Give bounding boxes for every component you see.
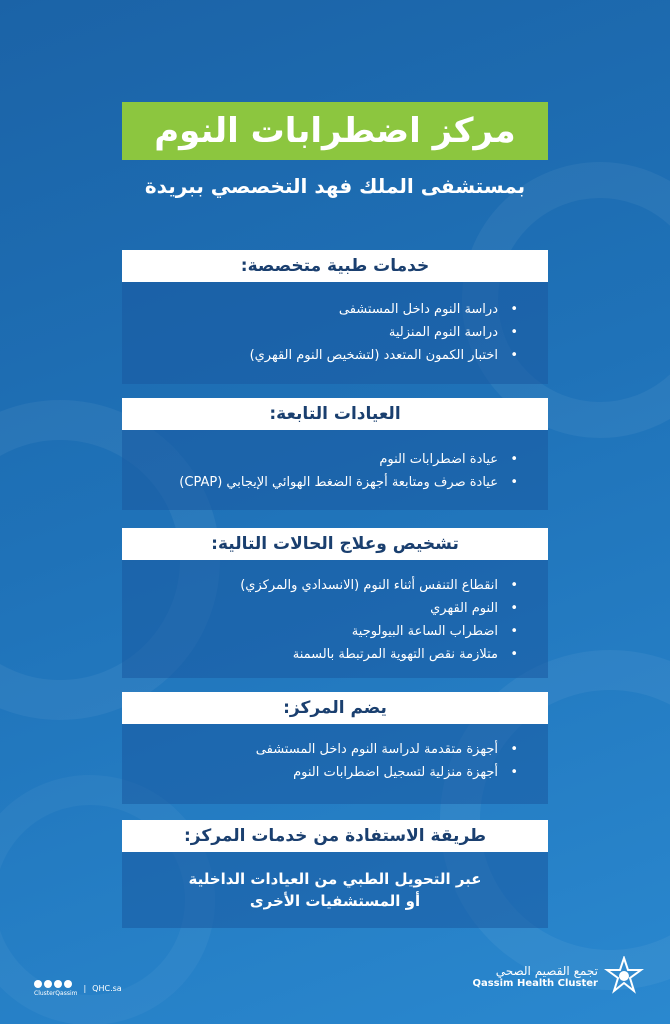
list-item: • متلازمة نقص التهوية المرتبطة بالسمنة — [152, 643, 518, 666]
benefit-text: عبر التحويل الطبي من العيادات الداخلية أو المستشفيات الأخرى — [122, 852, 548, 928]
section-body-clinics — [122, 430, 548, 510]
section-heading-benefit: طريقة الاستفادة من خدمات المركز: — [122, 820, 548, 852]
section-body-equipment — [122, 724, 548, 804]
brand-name-english: Qassim Health Cluster — [472, 977, 598, 989]
list-item: • عيادة اضطرابات النوم — [152, 448, 518, 471]
section-body-services — [122, 282, 548, 384]
section-heading-services: خدمات طبية متخصصة: — [122, 250, 548, 282]
list-item: • النوم القهري — [152, 597, 518, 620]
youtube-icon — [64, 980, 72, 988]
list-item: • انقطاع التنفس أثناء النوم (الانسدادي والمركزي) — [152, 574, 518, 597]
list-item: • أجهزة منزلية لتسجيل اضطرابات النوم — [152, 761, 518, 784]
list-item: • عيادة صرف ومتابعة أجهزة الضغط الهوائي الإيجابي (CPAP) — [152, 471, 518, 494]
instagram-icon — [54, 980, 62, 988]
snapchat-icon — [44, 980, 52, 988]
section-heading-conditions: تشخيص وعلاج الحالات التالية: — [122, 528, 548, 560]
website-link[interactable]: QHC.sa — [92, 984, 122, 993]
social-handle[interactable]: ClusterQassim — [34, 990, 78, 997]
list-item: • اضطراب الساعة البيولوجية — [152, 620, 518, 643]
footer-contact — [34, 980, 122, 997]
brand-name-arabic: تجمع القصيم الصحي — [495, 963, 598, 978]
twitter-icon — [34, 980, 42, 988]
footer-brand — [472, 956, 644, 996]
list-item: • دراسة النوم داخل المستشفى — [152, 298, 518, 321]
section-heading-equipment: يضم المركز: — [122, 692, 548, 724]
page-subtitle: بمستشفى الملك فهد التخصصي ببريدة — [144, 174, 526, 198]
section-heading-clinics: العيادات التابعة: — [122, 398, 548, 430]
list-item: • دراسة النوم المنزلية — [152, 321, 518, 344]
cluster-logo-icon — [604, 956, 644, 996]
page-title: مركز اضطرابات النوم — [122, 102, 548, 160]
social-icons — [34, 980, 77, 988]
list-item: • اختبار الكمون المتعدد (لتشخيص النوم القهري) — [152, 344, 518, 367]
footer-divider: | — [83, 984, 87, 993]
list-item: • أجهزة متقدمة لدراسة النوم داخل المستشفى — [152, 738, 518, 761]
section-body-conditions — [122, 560, 548, 678]
